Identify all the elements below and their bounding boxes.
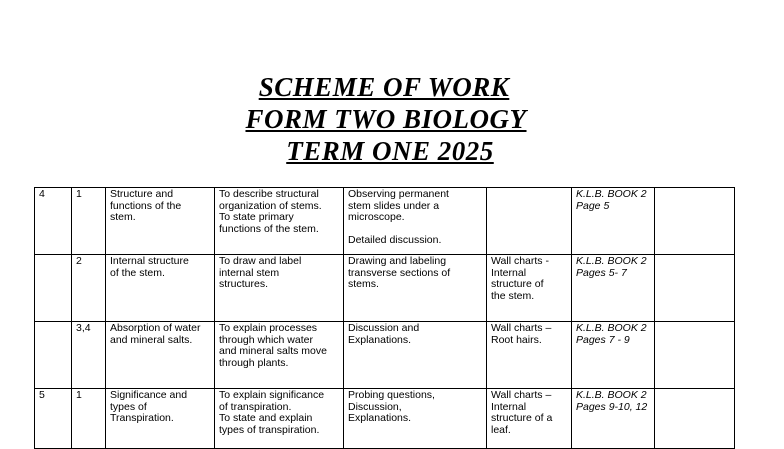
cell-line: Internal structure <box>110 255 189 267</box>
cell-line: Internal <box>491 266 527 279</box>
cell-line: and mineral salts. <box>110 333 193 346</box>
table-row <box>35 188 735 255</box>
cell-line: Transpiration. <box>110 412 174 424</box>
reference-cell <box>572 389 655 449</box>
remarks-cell <box>655 188 735 255</box>
cell-line: the stem. <box>491 289 535 302</box>
topic-cell <box>106 322 215 389</box>
reference-cell <box>572 255 655 322</box>
cell-line: To state and explain <box>219 412 313 424</box>
week-cell <box>35 322 72 389</box>
cell-line: Significance and <box>110 389 188 401</box>
cell-line: Root hairs. <box>491 333 542 346</box>
cell-line: To describe structural <box>219 188 319 200</box>
activities-cell <box>344 255 487 322</box>
cell-line: through which water <box>219 333 313 346</box>
lesson-cell <box>72 188 106 255</box>
cell-line: functions of the stem. <box>219 222 319 235</box>
cell-line: Discussion and <box>348 322 420 334</box>
cell-line: of the stem. <box>110 266 165 279</box>
activities-cell <box>344 188 487 255</box>
cell-line: Explanations. <box>348 412 412 424</box>
objectives-cell <box>215 255 344 322</box>
topic-cell <box>106 188 215 255</box>
cell-line: structure of <box>491 278 544 290</box>
resources-cell <box>487 389 572 449</box>
cell-line: Drawing and labeling <box>348 255 447 267</box>
cell-line: K.L.B. BOOK 2 <box>576 188 647 200</box>
cell-line: Absorption of water <box>110 322 201 334</box>
reference-cell <box>572 322 655 389</box>
lesson-text: 2 <box>76 255 82 267</box>
cell-line <box>348 224 482 235</box>
cell-line: microscope. <box>348 211 405 223</box>
lesson-cell <box>72 255 106 322</box>
remarks-cell <box>655 389 735 449</box>
cell-line: stems. <box>348 278 379 290</box>
cell-line: Discussion, <box>348 400 402 413</box>
lesson-cell <box>72 322 106 389</box>
scheme-table <box>34 187 735 449</box>
table-row <box>35 389 735 449</box>
cell-line: K.L.B. BOOK 2 <box>576 389 647 401</box>
topic-cell <box>106 389 215 449</box>
cell-line: and mineral salts move <box>219 345 327 357</box>
cell-line: To state primary <box>219 211 294 223</box>
week-text: 5 <box>39 389 45 401</box>
cell-line: types of transpiration. <box>219 423 320 436</box>
cell-line: To draw and label <box>219 255 302 267</box>
reference-cell <box>572 188 655 255</box>
cell-line: organization of stems. <box>219 199 322 212</box>
cell-line: Pages 5- 7 <box>576 266 627 279</box>
cell-line: Explanations. <box>348 333 412 346</box>
objectives-cell <box>215 188 344 255</box>
cell-line: K.L.B. BOOK 2 <box>576 255 647 267</box>
lesson-text: 1 <box>76 389 82 401</box>
remarks-cell <box>655 322 735 389</box>
cell-line: To explain significance <box>219 389 325 401</box>
remarks-cell <box>655 255 735 322</box>
cell-line: Observing permanent <box>348 188 449 200</box>
cell-line: Page 5 <box>576 199 610 212</box>
lesson-cell <box>72 389 106 449</box>
objectives-cell <box>215 389 344 449</box>
document-title-line-2: FORM TWO BIOLOGY <box>245 104 527 134</box>
cell-line: stem. <box>110 211 136 223</box>
cell-line: Internal <box>491 400 527 413</box>
cell-line: Pages 7 - 9 <box>576 333 630 346</box>
lesson-text: 3,4 <box>76 322 91 334</box>
cell-line: Wall charts – <box>491 322 552 334</box>
table-row <box>35 322 735 389</box>
week-cell <box>35 389 72 449</box>
resources-cell <box>487 322 572 389</box>
cell-line: leaf. <box>491 423 511 436</box>
cell-line: structures. <box>219 278 269 290</box>
cell-line: Structure and <box>110 188 174 200</box>
cell-line: Wall charts – <box>491 389 552 401</box>
cell-line: of transpiration. <box>219 400 292 413</box>
document-title-line-1: SCHEME OF WORK <box>258 72 510 102</box>
week-cell <box>35 188 72 255</box>
cell-line: types of <box>110 400 147 413</box>
activities-cell <box>344 389 487 449</box>
cell-line: K.L.B. BOOK 2 <box>576 322 647 334</box>
cell-line: Probing questions, <box>348 389 435 401</box>
lesson-text: 1 <box>76 188 82 200</box>
cell-line: Pages 9-10, 12 <box>576 400 648 413</box>
document-title-line-3: TERM ONE 2025 <box>286 136 494 166</box>
cell-line: structure of a <box>491 412 553 424</box>
objectives-cell <box>215 322 344 389</box>
cell-line: transverse sections of <box>348 266 451 279</box>
cell-line: Detailed discussion. <box>348 233 442 246</box>
cell-line: To explain processes <box>219 322 318 334</box>
resources-cell <box>487 188 572 255</box>
cell-line: functions of the <box>110 199 182 212</box>
resources-cell <box>487 255 572 322</box>
cell-line: Wall charts - <box>491 255 549 267</box>
cell-line: stem slides under a <box>348 199 440 212</box>
week-cell <box>35 255 72 322</box>
cell-line: internal stem <box>219 266 280 279</box>
table-row <box>35 255 735 322</box>
activities-cell <box>344 322 487 389</box>
cell-line: through plants. <box>219 356 289 369</box>
topic-cell <box>106 255 215 322</box>
week-text: 4 <box>39 188 45 200</box>
